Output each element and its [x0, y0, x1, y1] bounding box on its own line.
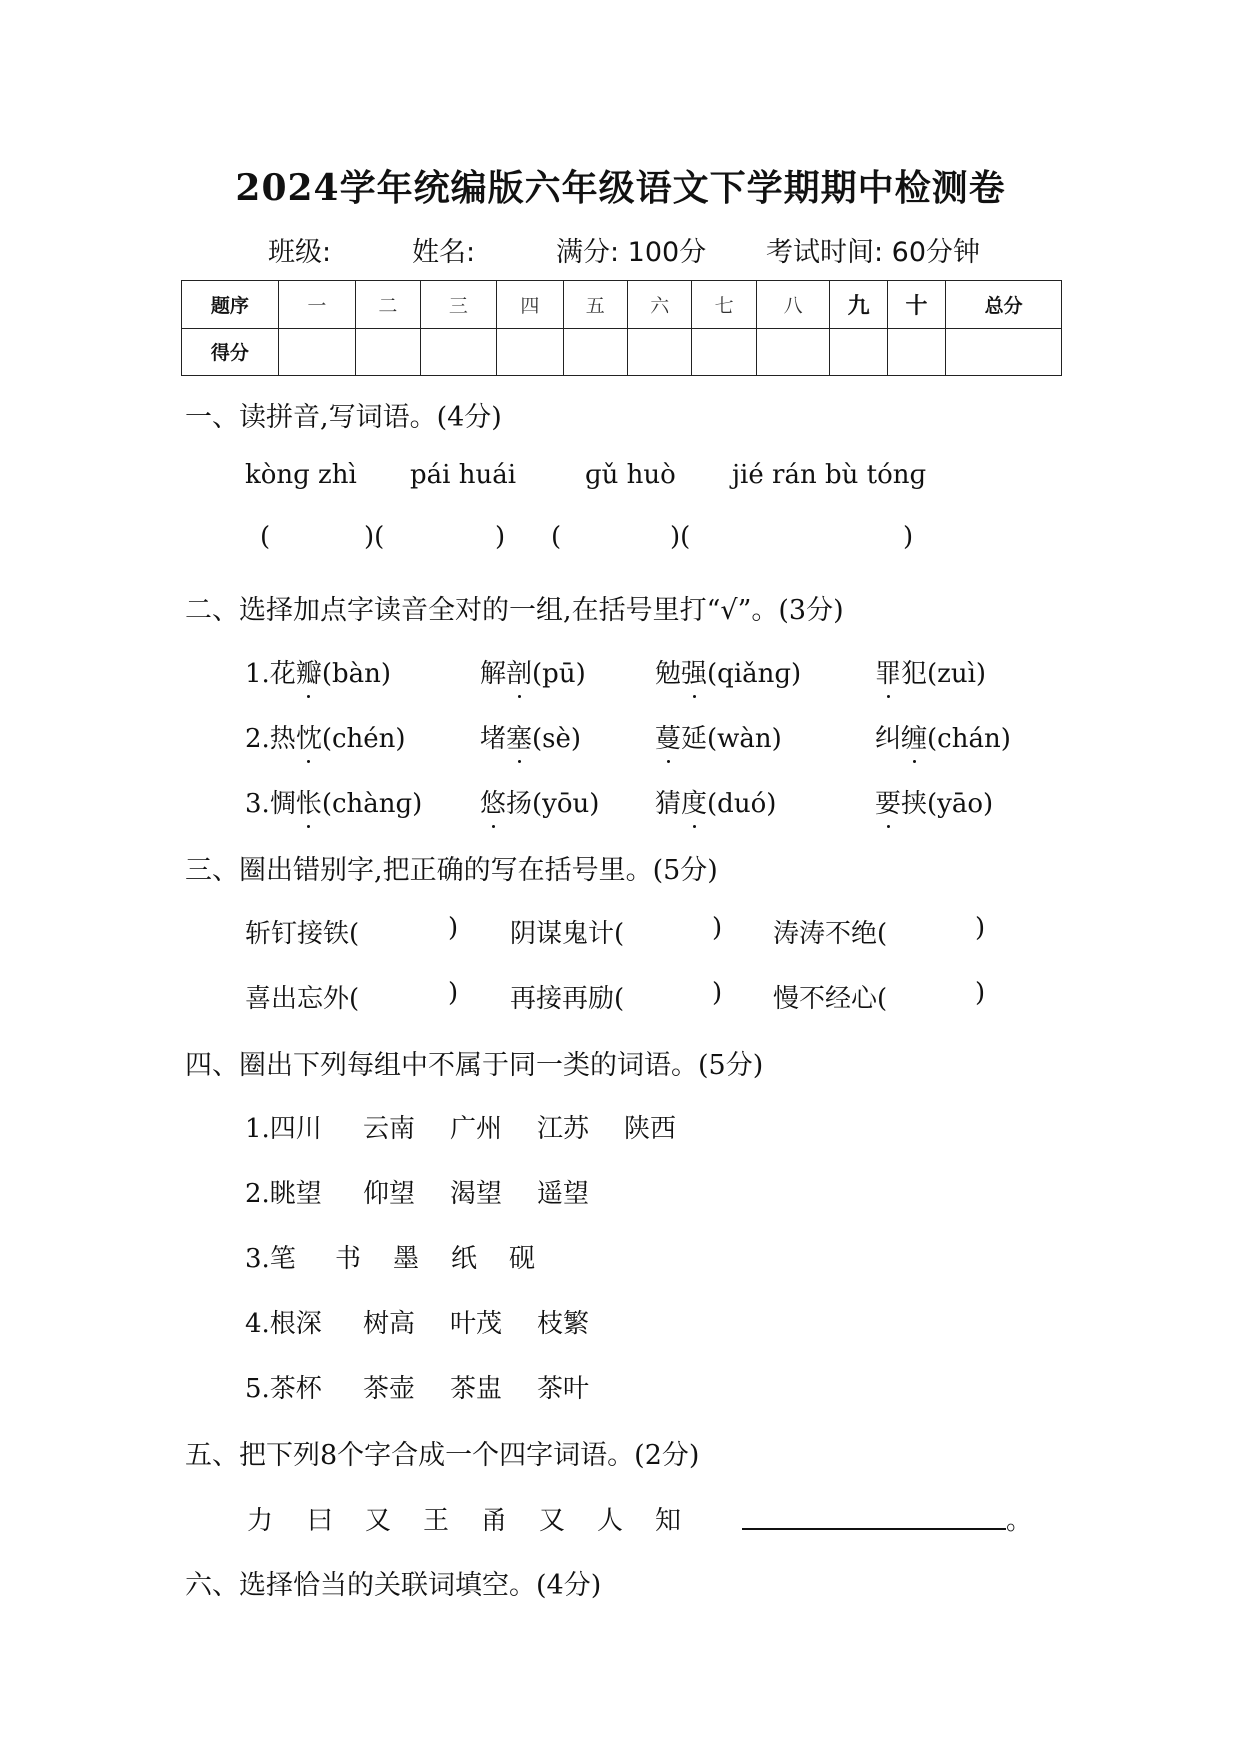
- q3-row1-close2: ): [712, 913, 723, 943]
- q3-row2-word2: 再接再励(: [510, 984, 625, 1014]
- q1-pinyin-3: ɡǔ huò: [585, 460, 676, 490]
- q2-row3-item1: 3.惆怅(chànɡ): [245, 783, 422, 820]
- q5-char-8: 知: [655, 1506, 682, 1536]
- q2-row3-item4: 要挟(yāo): [875, 783, 993, 820]
- q1-pinyin-2: pái huái: [410, 460, 517, 490]
- score-cell[interactable]: [420, 328, 497, 376]
- q2-row1-item3: 勉强(qiǎnɡ): [655, 653, 801, 690]
- q5-char-2: 曰: [307, 1506, 334, 1536]
- q1-bracket-open-3: (: [551, 522, 562, 552]
- score-table-score-row: [182, 328, 1062, 376]
- q2-row2-item4: 纠缠(chán): [875, 718, 1011, 755]
- name-label: 姓名:: [412, 237, 476, 268]
- q1-bracket-open-1: (: [260, 522, 271, 552]
- q1-bracket-close-4: ): [903, 522, 914, 552]
- col-10: 十: [887, 281, 945, 329]
- q5-char-1: 力: [247, 1506, 274, 1536]
- q1-pinyin-4: jié rán bù tónɡ: [732, 460, 927, 490]
- q4-row4-w2: 树高: [363, 1309, 416, 1339]
- q4-row2-w2: 仰望: [363, 1179, 416, 1209]
- q4-row2-w3: 渴望: [450, 1179, 503, 1209]
- col-6: 六: [628, 281, 692, 329]
- q4-row5-w1: 5.茶杯: [245, 1374, 322, 1404]
- q4-row4-w3: 叶茂: [450, 1309, 503, 1339]
- score-cell[interactable]: [756, 328, 830, 376]
- q5-char-7: 人: [597, 1506, 624, 1536]
- score-cell[interactable]: [278, 328, 356, 376]
- q2-row3-item3: 猜度(duó): [655, 783, 776, 820]
- q2-row1-item1: 1.花瓣(bàn): [245, 653, 391, 690]
- q4-row4-w1: 4.根深: [245, 1309, 322, 1339]
- col-5: 五: [563, 281, 627, 329]
- q4-row5-w4: 茶叶: [537, 1374, 590, 1404]
- q3-heading: 三、圈出错别字,把正确的写在括号里。(5分): [185, 855, 718, 886]
- q4-row3-w5: 砚: [509, 1244, 536, 1274]
- score-cell[interactable]: [497, 328, 563, 376]
- page-title: 2024学年统编版六年级语文下学期期中检测卷: [235, 167, 1006, 209]
- q1-pinyin-1: kònɡ zhì: [245, 460, 357, 490]
- q4-row3-w1: 3.笔: [245, 1244, 296, 1274]
- q3-row1-close1: ): [448, 913, 459, 943]
- q3-row2-word1: 喜出忘外(: [245, 984, 360, 1014]
- q5-char-3: 又: [365, 1506, 392, 1536]
- q2-heading: 二、选择加点字读音全对的一组,在括号里打“√”。(3分): [185, 595, 844, 626]
- row-label-score: 得分: [182, 328, 279, 376]
- row-label-question: 题序: [182, 281, 279, 329]
- q4-row2-w4: 遥望: [537, 1179, 590, 1209]
- q2-row2-item3: 蔓延(wàn): [655, 718, 782, 755]
- q6-heading: 六、选择恰当的关联词填空。(4分): [185, 1570, 602, 1601]
- q4-row3-w3: 墨: [393, 1244, 420, 1274]
- col-3: 三: [420, 281, 497, 329]
- q2-row3-item2: 悠扬(yōu): [480, 783, 599, 820]
- q2-row2-item1: 2.热忱(chén): [245, 718, 406, 755]
- q3-row1-close3: ): [975, 913, 986, 943]
- col-total: 总分: [946, 281, 1062, 329]
- score-cell[interactable]: [887, 328, 945, 376]
- q1-heading: 一、读拼音,写词语。(4分): [185, 402, 502, 433]
- q4-row2-w1: 2.眺望: [245, 1179, 322, 1209]
- q4-row5-w2: 茶壶: [363, 1374, 416, 1404]
- score-cell[interactable]: [563, 328, 627, 376]
- col-4: 四: [497, 281, 563, 329]
- q3-row2-close2: ): [712, 978, 723, 1008]
- q4-row4-w4: 枝繁: [537, 1309, 590, 1339]
- q2-row1-item2: 解剖(pū): [480, 653, 586, 690]
- q5-heading: 五、把下列8个字合成一个四字词语。(2分): [185, 1440, 700, 1471]
- q4-row1-w3: 广州: [450, 1114, 503, 1144]
- score-cell[interactable]: [356, 328, 420, 376]
- score-table: [181, 280, 1062, 376]
- col-9: 九: [830, 281, 887, 329]
- q5-char-6: 又: [539, 1506, 566, 1536]
- q3-row1-word2: 阴谋鬼计(: [510, 919, 625, 949]
- q4-row1-w4: 江苏: [537, 1114, 590, 1144]
- q3-row1-word1: 斩钉接铁(: [245, 919, 360, 949]
- q4-row5-w3: 茶盅: [450, 1374, 503, 1404]
- score-cell[interactable]: [628, 328, 692, 376]
- q3-row2-close3: ): [975, 978, 986, 1008]
- q4-row3-w4: 纸: [451, 1244, 478, 1274]
- score-cell[interactable]: [830, 328, 887, 376]
- q3-row1-word3: 涛涛不绝(: [773, 919, 888, 949]
- q2-row2-item2: 堵塞(sè): [480, 718, 581, 755]
- full-score-label: 满分: 100分: [556, 237, 707, 268]
- q5-char-5: 甬: [481, 1506, 508, 1536]
- q4-heading: 四、圈出下列每组中不属于同一类的词语。(5分): [185, 1050, 764, 1081]
- col-2: 二: [356, 281, 420, 329]
- q1-bracket-mid-3: )(: [670, 522, 691, 552]
- q4-row3-w2: 书: [335, 1244, 362, 1274]
- exam-time-label: 考试时间: 60分钟: [766, 237, 981, 268]
- col-8: 八: [756, 281, 830, 329]
- col-7: 七: [692, 281, 756, 329]
- score-cell-total[interactable]: [946, 328, 1062, 376]
- q5-answer-line[interactable]: [742, 1528, 1006, 1530]
- q1-bracket-close-2: ): [495, 522, 506, 552]
- q5-char-4: 王: [423, 1506, 450, 1536]
- q5-period: 。: [1006, 1506, 1033, 1536]
- q3-row2-close1: ): [448, 978, 459, 1008]
- q4-row1-w2: 云南: [363, 1114, 416, 1144]
- q1-bracket-mid-1: )(: [364, 522, 385, 552]
- q4-row1-w1: 1.四川: [245, 1114, 322, 1144]
- q2-row1-item4: 罪犯(zuì): [875, 653, 986, 690]
- score-cell[interactable]: [692, 328, 756, 376]
- q4-row1-w5: 陕西: [624, 1114, 677, 1144]
- score-table-header-row: [182, 281, 1062, 329]
- class-label: 班级:: [268, 237, 332, 268]
- col-1: 一: [278, 281, 356, 329]
- q3-row2-word3: 慢不经心(: [773, 984, 888, 1014]
